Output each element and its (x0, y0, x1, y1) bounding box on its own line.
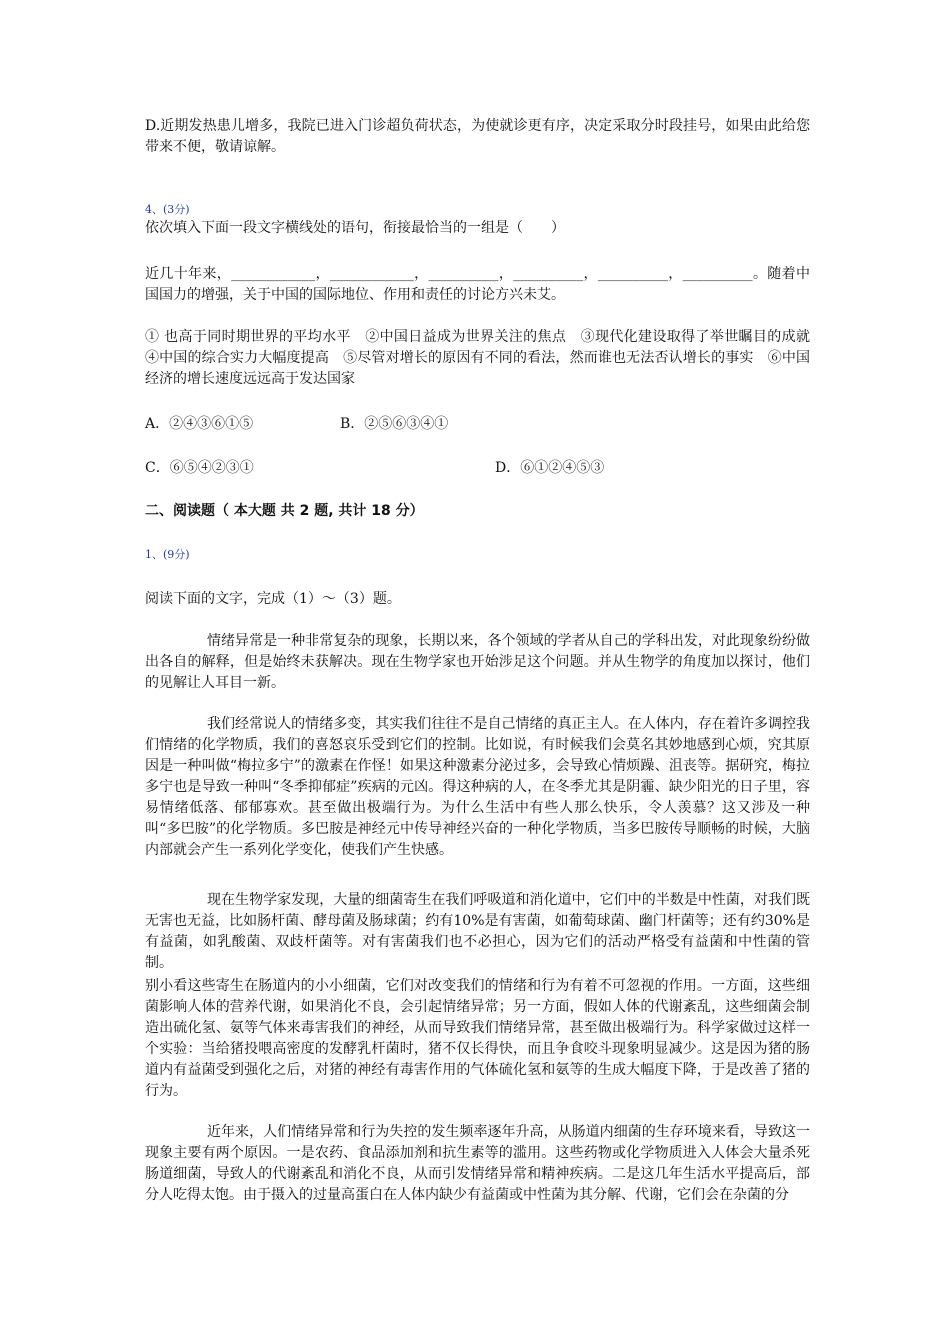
reading-paragraph: 我们经常说人的情绪多变，其实我们往往不是自己情绪的真正主人。在人体内，存在着许多调控我们情绪的化学物质，我们的喜怒哀乐受到它们的控制。比如说，有时候我们会莫名其妙地感到心烦，究其原因是一种叫做“梅拉多宁”的激素在作怪！如果这种激素分泌过多，会导致心情烦躁、沮丧等。据研究，梅拉多宁也是导致一种叫“冬季抑郁症”疾病的元凶。得这种病的人，在冬季尤其是阴霾、缺少阳光的日子里，容易情绪低落、郁郁寡欢。甚至做出极端行为。为什么生活中有些人那么快乐，令人羡慕？这又涉及一种叫“多巴胺”的化学物质。多巴胺是神经元中传导神经兴奋的一种化学物质，当多巴胺传导顺畅的时候，大脑内部就会产生一系列化学变化，使我们产生快感。 (145, 716, 810, 858)
q4-statements: ① 也高于同时期世界的平均水平 ②中国日益成为世界关注的焦点 ③现代化建设取得了举世瞩目的成就 ④中国的综合实力大幅度提高 ⑤尽管对增长的原因有不同的看法，然而谁也无法否认增长的事实 ⑥中国经济的增长速度远远高于发达国家 (145, 329, 824, 387)
q4-score: 4、(3分) (145, 203, 190, 216)
q4-prompt: 依次填入下面一段文字横线处的语句，衔接最恰当的一组是（ ） (145, 220, 565, 236)
q3-option-d: D.近期发热患儿增多，我院已进入门诊超负荷状态，为使就诊更有序，决定采取分时段挂号，如果由此给您带来不便，敬请谅解。 (145, 118, 810, 155)
q4-passage: 近几十年来，____________，____________，__________，__________，__________，__________。随着中国国力的增强，关于中国的国际地位、作用和责任的讨论方兴未艾。 (145, 266, 810, 303)
q4-option-a[interactable]: A．②④③⑥①⑤ (145, 416, 254, 432)
q4-option-d[interactable]: D．⑥①②④⑤③ (495, 460, 605, 476)
section2-heading: 二、阅读题（ 本大题 共 2 题, 共计 18 分） (145, 503, 424, 519)
reading-paragraph: 近年来，人们情绪异常和行为失控的发生频率逐年升高，从肠道内细菌的生存环境来看，导致这一现象主要有两个原因。一是农药、食品添加剂和抗生素等的滥用。这些药物或化学物质进入人体会大量杀死肠道细菌，导致人的代谢紊乱和消化不良，从而引发情绪异常和精神疾病。二是这几年生活水平提高后，部分人吃得太饱。由于摄入的过量高蛋白在人体内缺少有益菌或中性菌为其分解、代谢，它们会在杂菌的分 (145, 1124, 810, 1203)
r1-prompt: 阅读下面的文字，完成（1）～（3）题。 (145, 591, 401, 607)
q4-options-row2 (145, 458, 810, 479)
reading-paragraph: 情绪异常是一种非常复杂的现象，长期以来，各个领域的学者从自己的学科出发，对此现象纷纷做出各自的解释，但是始终未获解决。现在生物学家也开始涉足这个问题。并从生物学的角度加以探讨，他们的见解让人耳目一新。 (145, 633, 810, 691)
reading-paragraph: 别小看这些寄生在肠道内的小小细菌，它们对改变我们的情绪和行为有着不可忽视的作用。一方面，这些细菌影响人体的营养代谢，如果消化不良，会引起情绪异常；另一方面，假如人体的代谢紊乱，这些细菌会制造出硫化氢、氨等气体来毒害我们的神经，从而导致我们情绪异常，甚至做出极端行为。科学家做过这样一个实验：当给猪投喂高密度的发酵乳杆菌时，猪不仅长得快，而且争食咬斗现象明显减少。这是因为猪的肠道内有益菌受到强化之后，对猪的神经有毒害作用的气体硫化氢和氨等的生成大幅度下降，于是改善了猪的行为。 (145, 978, 810, 1099)
reading-paragraph: 现在生物学家发现，大量的细菌寄生在我们呼吸道和消化道中，它们中的半数是中性菌，对我们既无害也无益，比如肠杆菌、酵母菌及肠球菌；约有10%是有害菌，如葡萄球菌、幽门杆菌等；还有约30%是有益菌，如乳酸菌、双歧杆菌等。对有害菌我们也不必担心，因为它们的活动严格受有益菌和中性菌的管制。 (145, 892, 810, 971)
r1-score: 1、(9分) (145, 548, 190, 561)
q4-option-b[interactable]: B．②⑤⑥③④① (340, 416, 449, 432)
q4-options-row1 (145, 414, 810, 435)
q4-option-c[interactable]: C．⑥⑤④②③① (145, 460, 254, 476)
